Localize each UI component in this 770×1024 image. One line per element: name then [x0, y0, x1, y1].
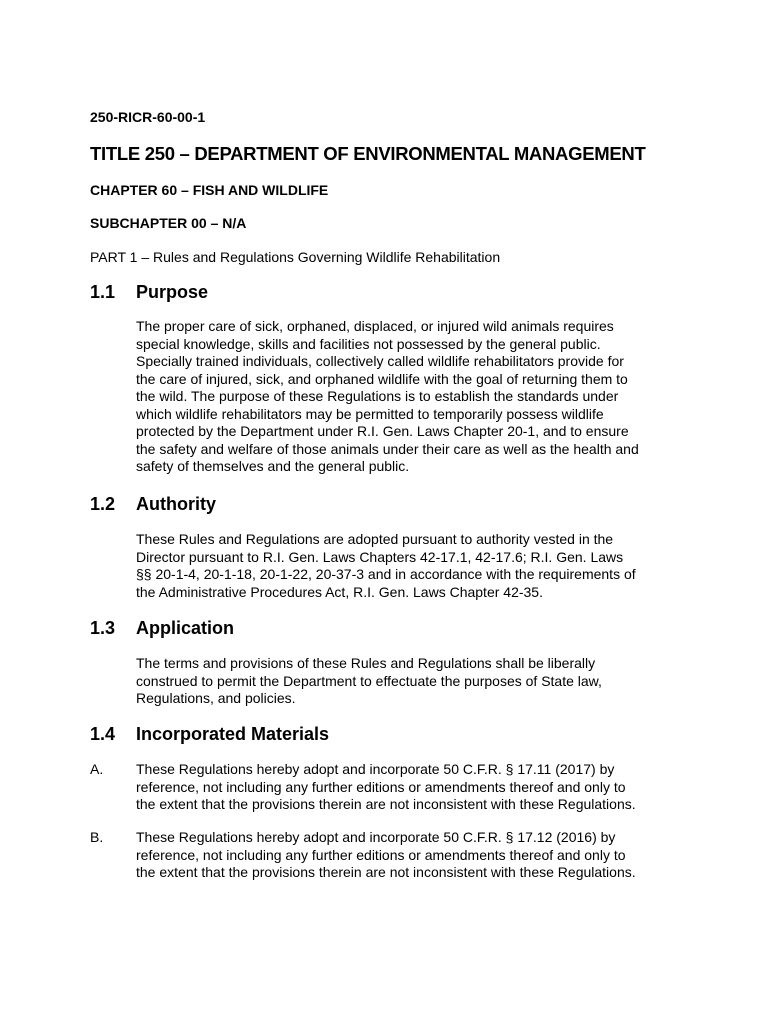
section-heading-application: Application [136, 618, 234, 638]
paragraph-line: reference, not including any further editions or amendments thereof and only to [136, 778, 626, 795]
purpose-paragraph [136, 318, 696, 476]
incorporated-item-b [136, 829, 696, 882]
section-number: 1.2 [90, 494, 116, 514]
section-number: 1.1 [90, 282, 116, 302]
paragraph-line: the care of injured, sick, and orphaned wildlife with the goal of returning them to [136, 370, 628, 387]
list-item-letter: B. [90, 829, 104, 845]
list-item-letter: A. [90, 761, 104, 777]
chapter-heading: CHAPTER 60 – FISH AND WILDLIFE [90, 182, 329, 198]
paragraph-line: The proper care of sick, orphaned, displaced, or injured wild animals requires [136, 318, 614, 334]
document-title: TITLE 250 – DEPARTMENT OF ENVIRONMENTAL MANAGEMENT [90, 143, 646, 164]
paragraph-line: special knowledge, skills and facilities not possessed by the general public. [136, 335, 601, 352]
paragraph-line: reference, not including any further editions or amendments thereof and only to [136, 846, 626, 863]
regulation-code: 250-RICR-60-00-1 [90, 109, 206, 125]
paragraph-line: the extent that the provisions therein are not inconsistent with these Regulations. [136, 864, 636, 880]
paragraph-line: safety of themselves and the general public. [136, 458, 410, 474]
section-heading-purpose: Purpose [136, 282, 209, 302]
section-heading-incorporated-materials: Incorporated Materials [136, 724, 330, 744]
section-heading-authority: Authority [136, 494, 216, 514]
paragraph-line: These Regulations hereby adopt and incorporate 50 C.F.R. § 17.11 (2017) by [136, 761, 615, 777]
paragraph-line: the wild. The purpose of these Regulations is to establish the standards under [136, 388, 619, 404]
application-paragraph [136, 655, 696, 708]
paragraph-line: These Regulations hereby adopt and incorporate 50 C.F.R. § 17.12 (2016) by [136, 829, 616, 845]
authority-paragraph [136, 531, 696, 601]
paragraph-line: the safety and welfare of those animals under their care as well as the health and [136, 440, 639, 457]
paragraph-line: §§ 20-1-4, 20-1-18, 20-1-22, 20-37-3 and in accordance with the requirements of [136, 566, 636, 582]
part-heading: PART 1 – Rules and Regulations Governing Wildlife Rehabilitation [90, 249, 501, 265]
paragraph-line: The terms and provisions of these Rules and Regulations shall be liberally [136, 655, 596, 671]
paragraph-line: These Rules and Regulations are adopted pursuant to authority vested in the [136, 531, 614, 547]
section-number: 1.4 [90, 724, 116, 744]
paragraph-line: which wildlife rehabilitators may be permitted to temporarily possess wildlife [136, 405, 604, 422]
paragraph-line: the extent that the provisions therein are not inconsistent with these Regulations. [136, 796, 636, 812]
incorporated-item-a [136, 761, 696, 814]
section-number: 1.3 [90, 618, 116, 638]
paragraph-line: Director pursuant to R.I. Gen. Laws Chapters 42-17.1, 42-17.6; R.I. Gen. Laws [136, 548, 624, 565]
paragraph-line: Regulations, and policies. [136, 690, 296, 706]
paragraph-line: construed to permit the Department to effectuate the purposes of State law, [136, 672, 602, 689]
paragraph-line: protected by the Department under R.I. Gen. Laws Chapter 20-1, and to ensure [136, 423, 629, 439]
paragraph-line: Specially trained individuals, collectively called wildlife rehabilitators provide for [136, 353, 624, 369]
subchapter-heading: SUBCHAPTER 00 – N/A [90, 215, 247, 231]
paragraph-line: the Administrative Procedures Act, R.I. Gen. Laws Chapter 42-35. [136, 583, 543, 600]
